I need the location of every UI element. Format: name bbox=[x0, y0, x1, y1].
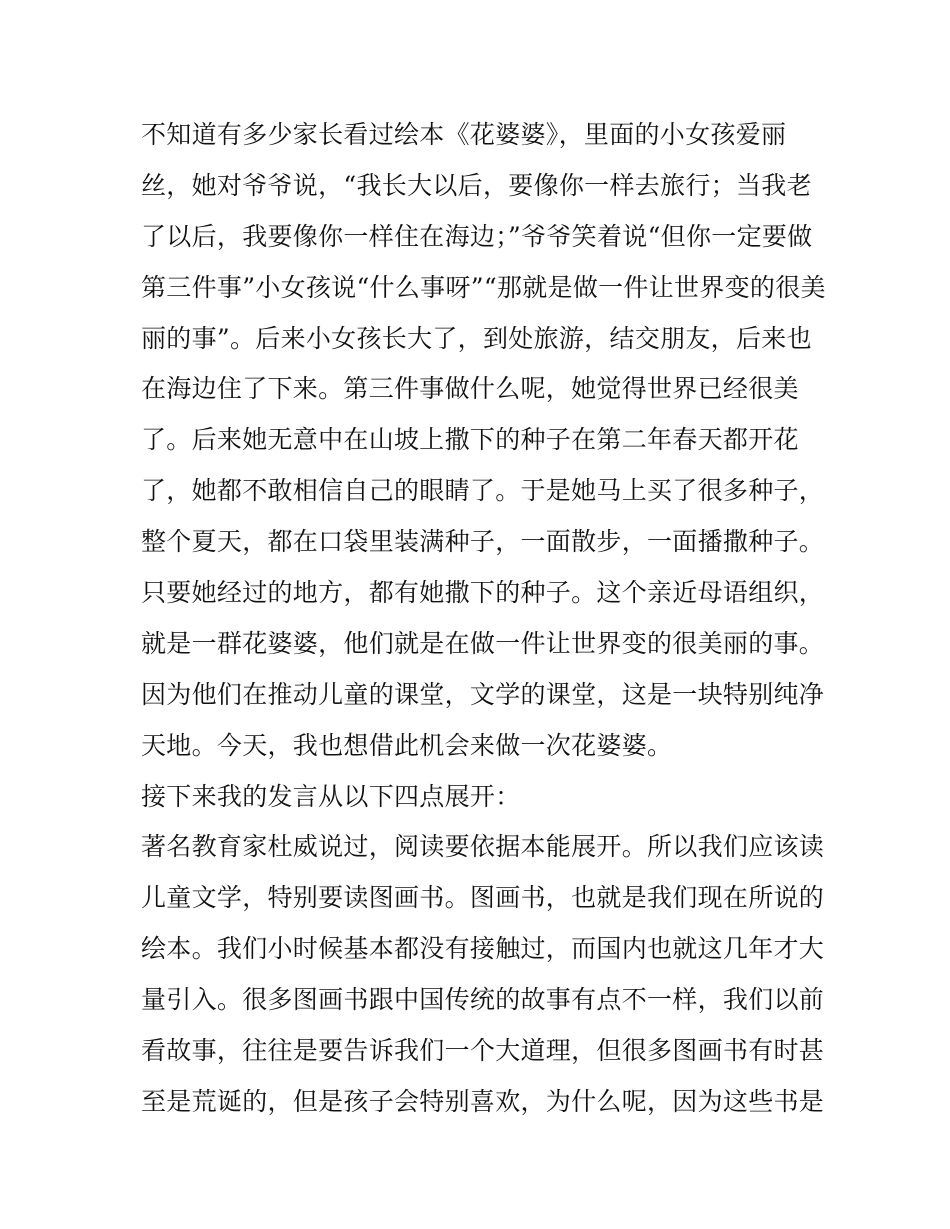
text-line: 了，她都不敢相信自己的眼睛了。于是她马上买了很多种子， bbox=[141, 476, 825, 506]
text-line: 丽的事”。后来小女孩长大了，到处旅游，结交朋友，后来也 bbox=[141, 323, 812, 353]
text-line: 就是一群花婆婆，他们就是在做一件让世界变的很美丽的事。 bbox=[141, 628, 825, 658]
text-line: 因为他们在推动儿童的课堂，文学的课堂，这是一块特别纯净 bbox=[141, 679, 825, 709]
text-line: 了以后，我要像你一样住在海边；”爷爷笑着说“但你一定要做 bbox=[141, 221, 813, 251]
text-line: 在海边住了下来。第三件事做什么呢，她觉得世界已经很美 bbox=[141, 374, 799, 404]
text-line: 儿童文学，特别要读图画书。图画书，也就是我们现在所说的 bbox=[141, 883, 825, 913]
text-line: 看故事，往往是要告诉我们一个大道理，但很多图画书有时甚 bbox=[141, 1036, 825, 1066]
text-line: 了。后来她无意中在山坡上撒下的种子在第二年春天都开花 bbox=[141, 425, 799, 455]
text-line: 量引入。很多图画书跟中国传统的故事有点不一样，我们以前 bbox=[141, 985, 825, 1015]
text-line: 接下来我的发言从以下四点展开： bbox=[141, 781, 521, 811]
text-line: 著名教育家杜威说过，阅读要依据本能展开。所以我们应该读 bbox=[141, 832, 825, 862]
text-line: 整个夏天，都在口袋里装满种子，一面散步，一面播撒种子。 bbox=[141, 527, 825, 557]
text-line: 天地。今天，我也想借此机会来做一次花婆婆。 bbox=[141, 730, 673, 760]
body-text bbox=[141, 110, 826, 1128]
text-line: 只要她经过的地方，都有她撒下的种子。这个亲近母语组织， bbox=[141, 578, 825, 608]
text-line: 丝，她对爷爷说，“我长大以后，要像你一样去旅行；当我老 bbox=[141, 170, 812, 200]
text-line: 不知道有多少家长看过绘本《花婆婆》，里面的小女孩爱丽 bbox=[141, 120, 787, 149]
text-line: 第三件事”小女孩说“什么事呀”“那就是做一件让世界变的很美 bbox=[141, 272, 826, 302]
text-line: 绘本。我们小时候基本都没有接触过，而国内也就这几年才大 bbox=[141, 934, 825, 964]
text-line: 至是荒诞的，但是孩子会特别喜欢，为什么呢，因为这些书是 bbox=[141, 1086, 825, 1116]
